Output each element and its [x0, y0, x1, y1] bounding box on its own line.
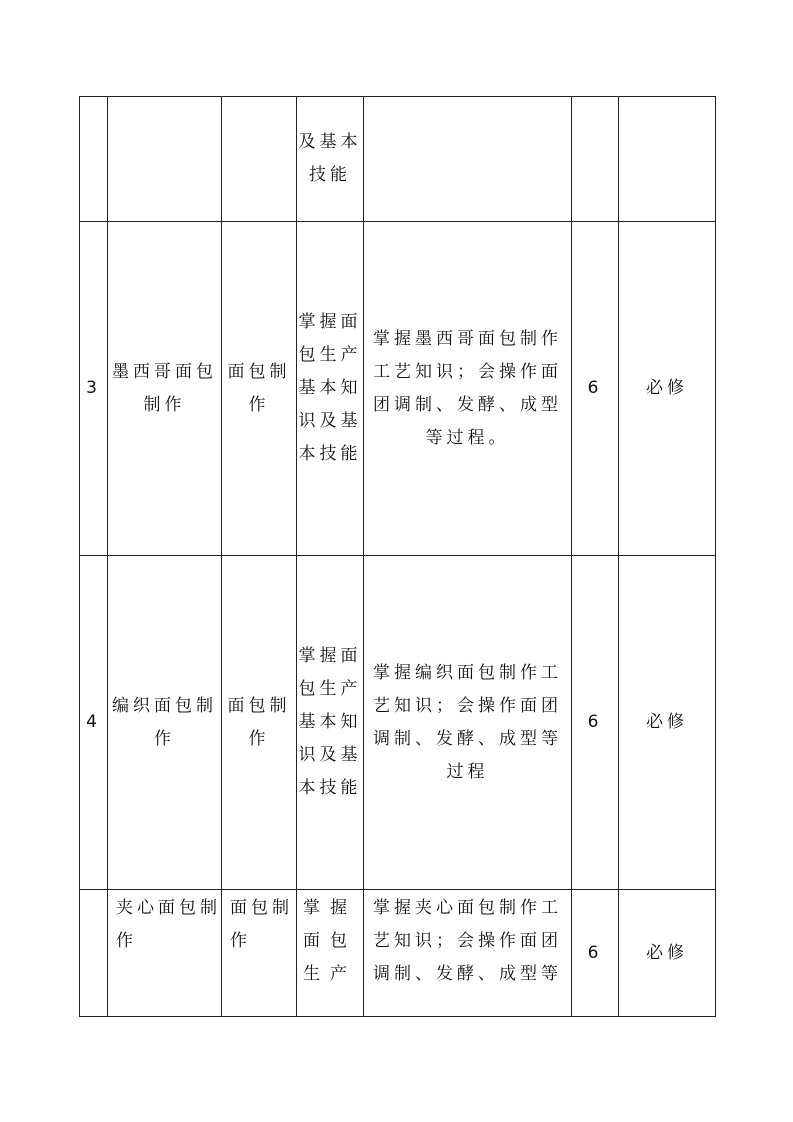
course-module: 面包制作 [222, 890, 297, 1017]
course-name: 夹心面包制作 [108, 890, 222, 1017]
table-row [80, 222, 716, 556]
course-module: 面包制作 [222, 556, 297, 890]
course-hours: 6 [572, 556, 619, 890]
row-number [80, 97, 108, 222]
course-type: 必修 [619, 890, 716, 1017]
course-content: 掌握编织面包制作工艺知识；会操作面团调制、发酵、成型等过程 [364, 556, 572, 890]
course-hours: 6 [572, 222, 619, 556]
course-type: 必修 [619, 556, 716, 890]
course-content [364, 97, 572, 222]
course-type [619, 97, 716, 222]
table-row [80, 890, 716, 1017]
course-hours [572, 97, 619, 222]
course-goal: 掌握面包生产基本知识及基本技能 [297, 556, 364, 890]
course-goal: 及基本技能 [297, 97, 364, 222]
row-number [80, 890, 108, 1017]
table-row [80, 97, 716, 222]
course-name: 墨西哥面包制作 [108, 222, 222, 556]
course-content: 掌握夹心面包制作工艺知识；会操作面团调制、发酵、成型等 [364, 890, 572, 1017]
course-goal: 掌握面包生产基本知识及基本技能 [297, 222, 364, 556]
table-row [80, 556, 716, 890]
course-hours: 6 [572, 890, 619, 1017]
course-goal: 掌握面包生产 [297, 890, 364, 1017]
course-module [222, 97, 297, 222]
course-table [79, 96, 716, 1017]
course-type: 必修 [619, 222, 716, 556]
course-content: 掌握墨西哥面包制作工艺知识；会操作面团调制、发酵、成型等过程。 [364, 222, 572, 556]
course-name [108, 97, 222, 222]
row-number: 4 [80, 556, 108, 890]
course-module: 面包制作 [222, 222, 297, 556]
course-name: 编织面包制作 [108, 556, 222, 890]
row-number: 3 [80, 222, 108, 556]
